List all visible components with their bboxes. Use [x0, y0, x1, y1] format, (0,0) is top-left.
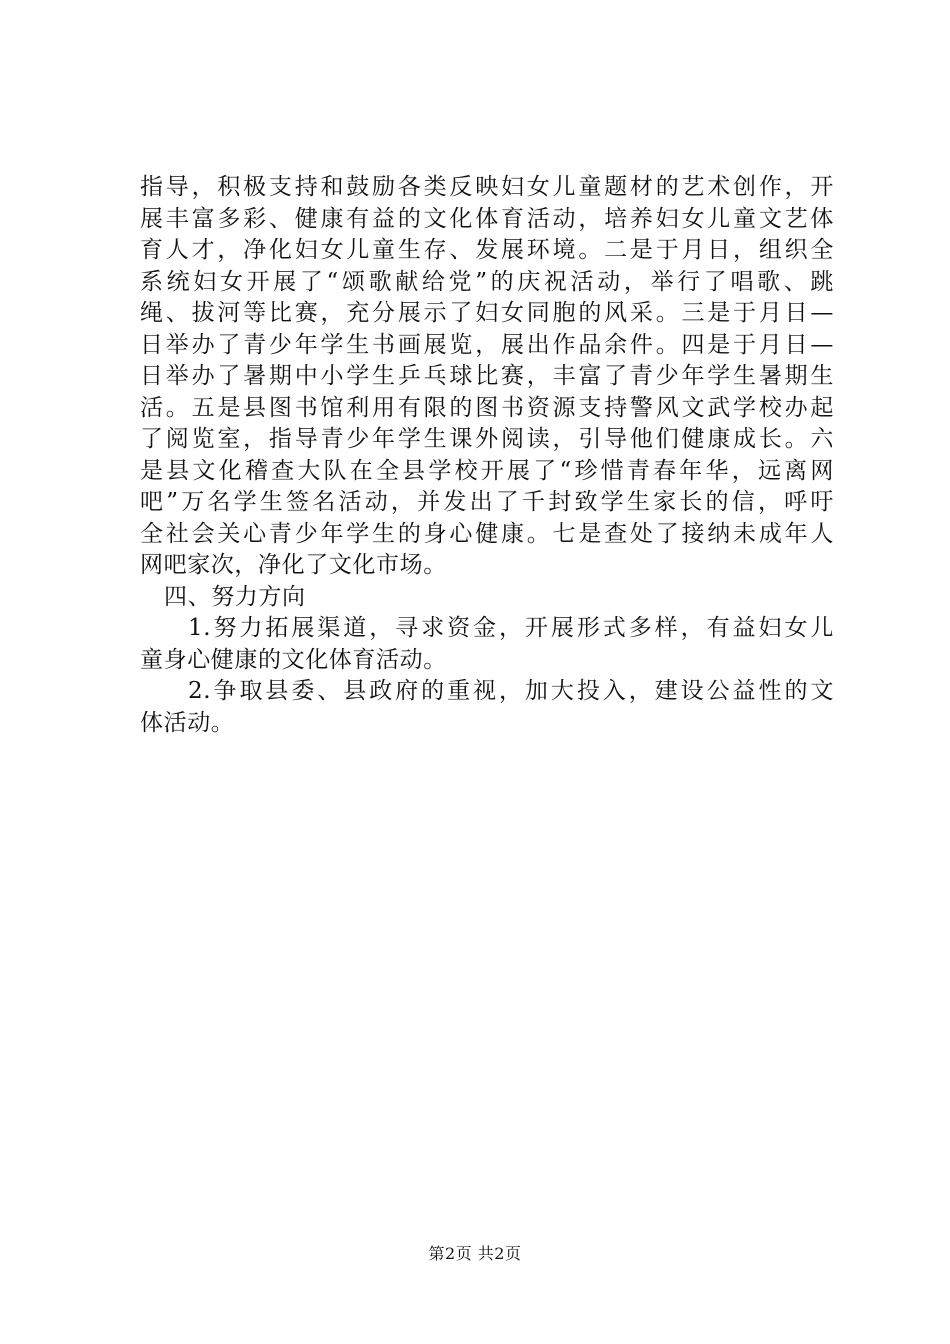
list-item	[140, 676, 834, 739]
text-line: 活。五是县图书馆利用有限的图书资源支持警风文武学校办起	[140, 394, 834, 421]
text-line: 吧”万名学生签名活动，并发出了千封致学生家长的信，呼吁	[140, 489, 834, 515]
text-line: 日举办了暑期中小学生乒乓球比赛，丰富了青少年学生暑期生	[140, 363, 834, 389]
text-line: 日举办了青少年学生书画展览，展出作品余件。四是于月日—	[140, 331, 834, 358]
paragraph-activities	[140, 172, 834, 582]
text-line: 了阅览室，指导青少年学生课外阅读，引导他们健康成长。六	[140, 426, 834, 452]
text-line: 指导，积极支持和鼓励各类反映妇女儿童题材的艺术创作，开	[140, 174, 834, 200]
page-number-footer: 第2页 共2页	[428, 1244, 522, 1263]
text-line: 展丰富多彩、健康有益的文化体育活动，培养妇女儿童文艺体	[140, 205, 834, 232]
text-line: 是县文化稽查大队在全县学校开展了“珍惜青春年华，远离网	[140, 457, 834, 484]
text-line: 系统妇女开展了“颂歌献给党”的庆祝活动，举行了唱歌、跳	[140, 268, 834, 295]
text-line: 体活动。	[140, 709, 235, 736]
text-line: 1.努力拓展渠道，寻求资金，开展形式多样，有益妇女儿	[188, 615, 834, 641]
text-line: 2.争取县委、县政府的重视，加大投入，建设公益性的文	[188, 678, 834, 704]
section-heading: 四、努力方向	[164, 583, 306, 610]
text-line: 童身心健康的文化体育活动。	[140, 646, 447, 673]
text-line: 育人才，净化妇女儿童生存、发展环境。二是于月日，组织全	[140, 237, 834, 263]
text-line: 网吧家次，净化了文化市场。	[140, 552, 447, 578]
text-line: 绳、拔河等比赛，充分展示了妇女同胞的风采。三是于月日—	[140, 300, 834, 326]
text-line: 全社会关心青少年学生的身心健康。七是查处了接纳未成年人	[140, 520, 834, 547]
document-body	[140, 172, 834, 739]
list-item	[140, 613, 834, 676]
